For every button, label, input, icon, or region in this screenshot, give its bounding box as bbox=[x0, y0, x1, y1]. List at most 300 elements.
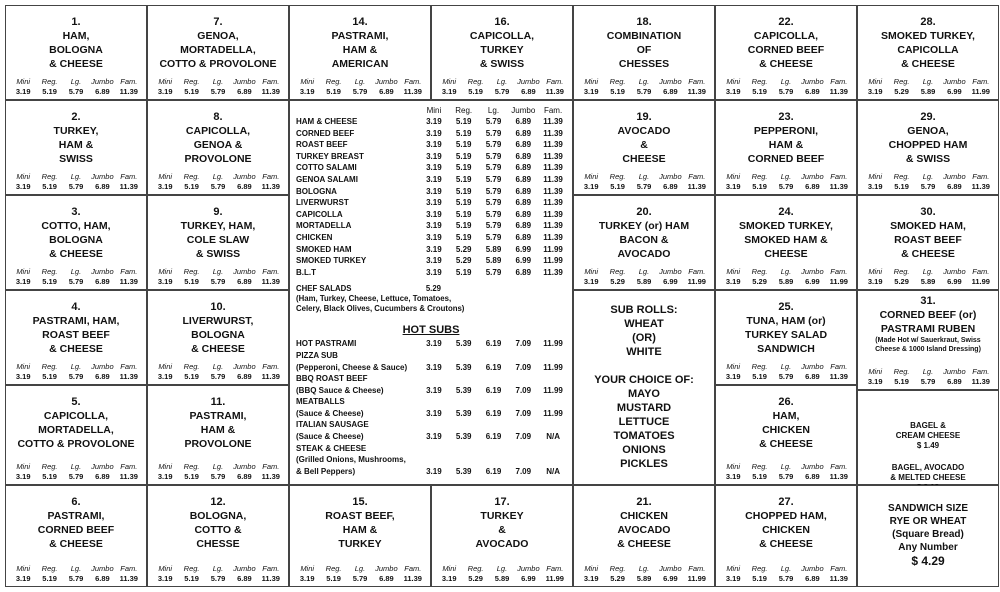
price-value: 6.89 bbox=[515, 186, 532, 196]
price-value: 3.19 bbox=[426, 466, 442, 476]
price-value: 3.19 bbox=[15, 472, 31, 481]
sandwich-card bbox=[5, 100, 147, 195]
price-value: 11.99 bbox=[543, 362, 563, 372]
item-name: BBQ ROAST BEEF bbox=[296, 374, 368, 384]
price-value: 7.09 bbox=[515, 385, 532, 395]
price-value: 11.99 bbox=[543, 339, 563, 349]
price-header: Jumbo bbox=[801, 362, 824, 371]
price-header: Jumbo bbox=[375, 77, 398, 86]
price-value: 6.89 bbox=[379, 87, 394, 96]
item-name: B.L.T bbox=[296, 267, 316, 277]
sandwich-number: 28. bbox=[920, 16, 936, 28]
price-grid bbox=[720, 77, 852, 97]
price-header: Reg. bbox=[893, 172, 910, 181]
price-value: 5.79 bbox=[68, 372, 84, 381]
price-value: 6.19 bbox=[485, 408, 502, 418]
item-name: MORTADELLA bbox=[296, 221, 352, 231]
price-header: Mini bbox=[158, 564, 173, 573]
price-value bbox=[449, 443, 479, 455]
item-name: HAM & CHEESE bbox=[296, 117, 358, 126]
price-grid bbox=[152, 77, 284, 97]
price-value: 11.39 bbox=[119, 87, 138, 96]
sandwich-card bbox=[715, 5, 857, 100]
price-value: 3.19 bbox=[426, 232, 442, 242]
sandwich-size-title: SANDWICH SIZE RYE OR WHEAT bbox=[888, 503, 968, 527]
price-value: 5.89 bbox=[485, 244, 502, 254]
price-value: 5.79 bbox=[485, 151, 502, 161]
sandwich-card bbox=[289, 5, 431, 100]
price-value: 5.19 bbox=[894, 182, 909, 191]
price-value: 11.39 bbox=[543, 221, 563, 231]
choice-title: YOUR CHOICE OF: bbox=[594, 374, 694, 386]
price-value: 5.79 bbox=[778, 574, 794, 583]
price-value: 3.19 bbox=[15, 372, 31, 381]
price-grid bbox=[152, 362, 284, 382]
price-header: Lg. bbox=[212, 564, 224, 573]
price-value: 11.39 bbox=[543, 174, 563, 184]
price-value: 3.19 bbox=[299, 87, 315, 96]
price-header: Jumbo bbox=[375, 564, 398, 573]
price-value: 5.79 bbox=[210, 182, 226, 191]
price-header: Lg. bbox=[922, 367, 934, 376]
price-grid bbox=[720, 362, 852, 382]
price-header: Reg. bbox=[41, 362, 58, 371]
topping-option: MUSTARD bbox=[616, 402, 672, 414]
price-header: Mini bbox=[16, 267, 31, 276]
sandwich-name: CORNED BEEF (or) PASTRAMI RUBEN bbox=[879, 309, 977, 335]
sandwich-number: 11. bbox=[210, 396, 226, 408]
price-header: Reg. bbox=[41, 172, 58, 181]
sandwich-name: TURKEY, HAM, COLE SLAW & SWISS bbox=[180, 220, 256, 260]
price-header: Mini bbox=[16, 564, 31, 573]
price-value: 5.19 bbox=[184, 372, 199, 381]
price-value: 5.19 bbox=[326, 574, 341, 583]
price-value: 7.09 bbox=[515, 362, 532, 372]
price-header: Jumbo bbox=[801, 462, 824, 471]
bagel-item: BAGEL & CREAM CHEESE bbox=[895, 421, 961, 440]
price-header: Fam. bbox=[404, 77, 422, 86]
price-value: 5.79 bbox=[210, 372, 226, 381]
price-header: Mini bbox=[300, 77, 315, 86]
price-value: 11.39 bbox=[829, 574, 848, 583]
hot-subs-title: HOT SUBS bbox=[402, 324, 460, 337]
sub-rolls-title: SUB ROLLS: bbox=[610, 304, 678, 316]
price-value: 5.19 bbox=[184, 182, 199, 191]
cold-list-row bbox=[290, 174, 572, 186]
sandwich-number: 22. bbox=[778, 16, 794, 28]
price-header: Lg. bbox=[212, 362, 224, 371]
price-header: Fam. bbox=[120, 564, 138, 573]
price-header: Lg. bbox=[354, 77, 366, 86]
price-value: 6.89 bbox=[805, 472, 820, 481]
price-header: Lg. bbox=[638, 267, 650, 276]
price-value: 3.19 bbox=[157, 87, 173, 96]
price-value: 5.19 bbox=[42, 574, 57, 583]
price-header: Mini bbox=[868, 172, 883, 181]
price-header: Jumbo bbox=[659, 267, 682, 276]
price-value: 6.89 bbox=[95, 472, 110, 481]
price-header: Reg. bbox=[751, 267, 768, 276]
price-header: Fam. bbox=[543, 106, 563, 115]
price-header: Mini bbox=[584, 267, 599, 276]
sandwich-size-sub: (Square Bread) bbox=[892, 529, 964, 540]
price-header: Jumbo bbox=[91, 77, 114, 86]
item-name: SMOKED HAM bbox=[296, 244, 352, 254]
price-header: Reg. bbox=[893, 267, 910, 276]
price-value bbox=[479, 419, 509, 431]
item-name: MEATBALLS bbox=[296, 397, 345, 407]
price-header: Reg. bbox=[609, 77, 626, 86]
item-name: TURKEY BREAST bbox=[296, 151, 364, 161]
price-header: Mini bbox=[158, 172, 173, 181]
price-header: Fam. bbox=[262, 462, 280, 471]
cold-list-row bbox=[290, 197, 572, 209]
item-name: LIVERWURST bbox=[296, 198, 349, 208]
price-value: 5.29 bbox=[894, 87, 909, 96]
topping-option: MAYO bbox=[628, 388, 660, 400]
price-value: 5.29 bbox=[752, 277, 767, 286]
price-header: Mini bbox=[158, 362, 173, 371]
price-value: 6.19 bbox=[485, 339, 502, 349]
price-value bbox=[419, 443, 449, 455]
price-header: Fam. bbox=[830, 462, 848, 471]
sandwich-number: 17. bbox=[494, 496, 510, 508]
price-value: 5.19 bbox=[455, 151, 472, 161]
price-header: Lg. bbox=[70, 564, 82, 573]
price-value bbox=[479, 350, 509, 362]
price-header: Fam. bbox=[262, 362, 280, 371]
item-name: STEAK & CHEESE bbox=[296, 443, 367, 453]
price-value: 5.79 bbox=[485, 174, 502, 184]
price-value: 6.99 bbox=[515, 256, 532, 266]
price-header: Mini bbox=[442, 77, 457, 86]
price-value: 5.19 bbox=[455, 209, 472, 219]
price-value: 6.89 bbox=[805, 372, 820, 381]
price-header: Jumbo bbox=[943, 367, 966, 376]
price-value: 5.89 bbox=[636, 277, 652, 286]
price-header: Mini bbox=[16, 77, 31, 86]
price-value: 5.39 bbox=[455, 432, 472, 442]
price-value: 3.19 bbox=[157, 182, 173, 191]
price-header: Lg. bbox=[496, 564, 508, 573]
price-value bbox=[479, 396, 509, 408]
price-value: 3.19 bbox=[426, 198, 442, 208]
price-header: Lg. bbox=[638, 77, 650, 86]
sandwich-name: CHICKEN AVOCADO & CHEESE bbox=[617, 510, 671, 550]
price-value: 3.19 bbox=[426, 432, 442, 442]
price-value: 5.29 bbox=[894, 277, 909, 286]
price-value: 3.19 bbox=[867, 277, 883, 286]
price-value: 3.19 bbox=[426, 117, 442, 126]
price-value: 11.39 bbox=[687, 182, 706, 191]
price-value: 3.19 bbox=[725, 574, 741, 583]
sandwich-card bbox=[5, 195, 147, 290]
sandwich-card bbox=[715, 290, 857, 385]
price-value: 3.19 bbox=[725, 277, 741, 286]
price-value: 6.89 bbox=[515, 140, 532, 150]
price-header: Lg. bbox=[212, 172, 224, 181]
sandwich-card bbox=[573, 100, 715, 195]
price-header: Reg. bbox=[325, 564, 342, 573]
price-header: Reg. bbox=[455, 106, 473, 115]
price-grid bbox=[10, 362, 142, 382]
price-header: Lg. bbox=[780, 462, 792, 471]
price-header: Jumbo bbox=[91, 462, 114, 471]
sandwich-card bbox=[147, 385, 289, 485]
item-name: CHICKEN bbox=[296, 232, 333, 242]
price-value: 5.79 bbox=[485, 232, 502, 242]
price-header: Fam. bbox=[262, 172, 280, 181]
price-grid bbox=[10, 77, 142, 97]
price-header: Lg. bbox=[780, 564, 792, 573]
cold-list-row bbox=[290, 267, 572, 279]
price-value: 11.39 bbox=[261, 574, 280, 583]
price-header: Jumbo bbox=[659, 172, 682, 181]
price-header: Jumbo bbox=[517, 564, 540, 573]
price-value: 5.79 bbox=[636, 87, 652, 96]
price-grid bbox=[294, 564, 426, 584]
price-value: 3.19 bbox=[441, 87, 457, 96]
price-header: Fam. bbox=[546, 77, 564, 86]
price-value: 3.19 bbox=[583, 277, 599, 286]
price-header: Lg. bbox=[212, 77, 224, 86]
price-value bbox=[449, 419, 479, 431]
price-value: 11.39 bbox=[829, 182, 848, 191]
price-grid bbox=[152, 267, 284, 287]
price-value: 5.19 bbox=[184, 87, 199, 96]
price-value: 3.19 bbox=[157, 472, 173, 481]
price-value bbox=[538, 454, 568, 466]
item-name: GENOA SALAMI bbox=[296, 174, 358, 184]
price-value bbox=[419, 454, 449, 466]
price-header: Fam. bbox=[830, 564, 848, 573]
sandwich-card bbox=[431, 5, 573, 100]
price-value: 5.19 bbox=[455, 198, 472, 208]
price-header: Jumbo bbox=[233, 362, 256, 371]
price-value: 5.29 bbox=[455, 244, 472, 254]
cold-list-row bbox=[290, 255, 572, 267]
price-value: 3.19 bbox=[15, 182, 31, 191]
sandwich-name: AVOCADO & CHEESE bbox=[617, 125, 671, 165]
price-value: 5.79 bbox=[485, 128, 502, 138]
price-header: Fam. bbox=[972, 77, 990, 86]
price-value bbox=[538, 396, 568, 408]
price-value: 5.89 bbox=[636, 574, 652, 583]
price-value: 3.19 bbox=[426, 174, 442, 184]
price-value: 7.09 bbox=[515, 466, 532, 476]
price-value: 3.19 bbox=[426, 244, 442, 254]
price-header: Mini bbox=[16, 362, 31, 371]
price-header: Fam. bbox=[546, 564, 564, 573]
price-header: Fam. bbox=[688, 267, 706, 276]
price-value: 5.39 bbox=[455, 362, 472, 372]
price-grid bbox=[720, 172, 852, 192]
price-value: 5.29 bbox=[455, 256, 472, 266]
price-header: Mini bbox=[726, 172, 741, 181]
sandwich-name: TURKEY (or) HAM BACON & AVOCADO bbox=[598, 220, 690, 260]
price-value bbox=[479, 373, 509, 385]
price-value: 5.89 bbox=[920, 277, 936, 286]
item-name: HOT PASTRAMI bbox=[296, 339, 357, 349]
price-header: Jumbo bbox=[511, 106, 536, 115]
sandwich-number: 15. bbox=[352, 496, 368, 508]
price-value: 5.29 bbox=[468, 574, 483, 583]
cold-list bbox=[290, 116, 572, 278]
sandwich-name: PASTRAMI, CORNED BEEF & CHEESE bbox=[37, 510, 115, 550]
sandwich-number: 20. bbox=[636, 206, 652, 218]
sandwich-number: 10. bbox=[210, 301, 226, 313]
price-grid bbox=[578, 172, 710, 192]
sandwich-size-panel bbox=[857, 485, 999, 587]
price-header: Reg. bbox=[609, 267, 626, 276]
price-header: Lg. bbox=[780, 172, 792, 181]
sandwich-number: 14. bbox=[352, 16, 368, 28]
price-value: 5.79 bbox=[210, 472, 226, 481]
sandwich-name: CAPICOLLA, MORTADELLA, COTTO & PROVOLONE bbox=[17, 410, 135, 450]
sandwich-number: 2. bbox=[71, 111, 81, 123]
price-value: 5.79 bbox=[485, 117, 502, 126]
price-value: 5.89 bbox=[778, 277, 794, 286]
price-value: 11.99 bbox=[971, 87, 990, 96]
sandwich-name: SMOKED HAM, ROAST BEEF & CHEESE bbox=[890, 220, 966, 260]
price-header: Reg. bbox=[325, 77, 342, 86]
bagels-panel bbox=[857, 390, 999, 485]
price-value bbox=[419, 350, 449, 362]
price-value: 11.39 bbox=[543, 117, 563, 126]
price-value: 3.19 bbox=[867, 182, 883, 191]
price-header: Lg. bbox=[487, 106, 500, 115]
price-value: N/A bbox=[546, 432, 560, 442]
price-value: 5.39 bbox=[455, 339, 472, 349]
price-header: Reg. bbox=[893, 77, 910, 86]
price-value: 6.89 bbox=[515, 221, 532, 231]
price-value: 3.19 bbox=[426, 339, 442, 349]
price-header: Mini bbox=[726, 77, 741, 86]
price-value: 7.09 bbox=[515, 432, 532, 442]
price-value: 5.19 bbox=[42, 87, 57, 96]
price-value: 11.99 bbox=[543, 256, 563, 266]
price-value: 6.89 bbox=[515, 232, 532, 242]
price-value: 11.99 bbox=[829, 277, 848, 286]
price-header: Mini bbox=[158, 462, 173, 471]
item-name: (BBQ Sauce & Cheese) bbox=[296, 385, 384, 395]
price-header: Fam. bbox=[688, 172, 706, 181]
price-value: 11.39 bbox=[119, 277, 138, 286]
sub-rolls-panel bbox=[573, 290, 715, 485]
price-header: Reg. bbox=[893, 367, 910, 376]
price-value: 3.19 bbox=[441, 574, 457, 583]
price-header: Reg. bbox=[41, 462, 58, 471]
price-header: Mini bbox=[584, 77, 599, 86]
price-header: Lg. bbox=[70, 462, 82, 471]
price-header: Jumbo bbox=[91, 362, 114, 371]
price-value: 11.39 bbox=[545, 87, 564, 96]
roll-option: WHEAT bbox=[624, 318, 664, 330]
price-value: 5.79 bbox=[68, 574, 84, 583]
price-value: 5.19 bbox=[455, 267, 472, 277]
price-header: Fam. bbox=[120, 267, 138, 276]
sandwich-card bbox=[147, 5, 289, 100]
price-value: 5.19 bbox=[752, 574, 767, 583]
sandwich-card bbox=[431, 485, 573, 587]
price-header: Reg. bbox=[751, 564, 768, 573]
cold-list-row bbox=[290, 139, 572, 151]
sandwich-number: 4. bbox=[71, 301, 81, 313]
sandwich-name: PEPPERONI, HAM & CORNED BEEF bbox=[747, 125, 825, 165]
price-value bbox=[508, 350, 538, 362]
price-value: 6.89 bbox=[237, 182, 252, 191]
price-header: Lg. bbox=[638, 564, 650, 573]
price-header: Lg. bbox=[354, 564, 366, 573]
hot-sub-row bbox=[290, 338, 572, 350]
price-value: 11.39 bbox=[543, 140, 563, 150]
price-header: Jumbo bbox=[659, 564, 682, 573]
price-value: 5.29 bbox=[610, 277, 625, 286]
cold-list-row bbox=[290, 232, 572, 244]
sandwich-number: 24. bbox=[778, 206, 794, 218]
sandwich-name: TUNA, HAM (or) TURKEY SALAD SANDWICH bbox=[744, 315, 828, 355]
price-header: Mini bbox=[726, 462, 741, 471]
price-value: 3.19 bbox=[583, 574, 599, 583]
price-value: 11.39 bbox=[543, 151, 563, 161]
price-header: Fam. bbox=[830, 362, 848, 371]
price-value: 5.19 bbox=[610, 182, 625, 191]
price-value: 6.89 bbox=[515, 174, 532, 184]
price-grid bbox=[152, 564, 284, 584]
hot-sub-row bbox=[290, 385, 572, 397]
price-value: 3.19 bbox=[157, 372, 173, 381]
price-value: 5.39 bbox=[455, 385, 472, 395]
price-value: 5.79 bbox=[210, 574, 226, 583]
sandwich-card bbox=[715, 485, 857, 587]
price-value: 3.19 bbox=[426, 256, 442, 266]
price-header: Fam. bbox=[262, 77, 280, 86]
sandwich-name: GENOA, MORTADELLA, COTTO & PROVOLONE bbox=[159, 30, 277, 70]
price-header: Fam. bbox=[830, 77, 848, 86]
price-value: 5.19 bbox=[184, 574, 199, 583]
price-header: Lg. bbox=[70, 362, 82, 371]
sandwich-card bbox=[5, 290, 147, 385]
price-value: 6.89 bbox=[237, 372, 252, 381]
item-name: (Sauce & Cheese) bbox=[296, 432, 364, 442]
cold-list-row bbox=[290, 209, 572, 221]
price-header: Reg. bbox=[183, 267, 200, 276]
price-grid bbox=[152, 172, 284, 192]
price-value: 6.99 bbox=[521, 574, 536, 583]
price-value: 11.99 bbox=[687, 277, 706, 286]
price-header: Mini bbox=[868, 367, 883, 376]
sandwich-card bbox=[715, 100, 857, 195]
price-header: Fam. bbox=[830, 267, 848, 276]
price-value: 3.19 bbox=[426, 163, 442, 173]
sandwich-number: 18. bbox=[636, 16, 652, 28]
item-name: & Bell Peppers) bbox=[296, 466, 356, 476]
price-value: 5.79 bbox=[68, 277, 84, 286]
sandwich-card bbox=[857, 100, 999, 195]
price-value bbox=[538, 443, 568, 455]
price-value: 6.89 bbox=[805, 574, 820, 583]
price-grid bbox=[720, 267, 852, 287]
price-value: 11.39 bbox=[403, 87, 422, 96]
price-value: 6.89 bbox=[515, 117, 532, 126]
price-header: Mini bbox=[16, 172, 31, 181]
price-value: 5.79 bbox=[485, 186, 502, 196]
price-header: Reg. bbox=[183, 462, 200, 471]
price-header: Fam. bbox=[972, 367, 990, 376]
sandwich-card bbox=[715, 195, 857, 290]
price-value: 5.39 bbox=[455, 466, 472, 476]
chef-salad-description: (Ham, Turkey, Cheese, Lettuce, Tomatoes, Celery, Black Olives, Cucumbers & Croutons) bbox=[296, 294, 465, 314]
